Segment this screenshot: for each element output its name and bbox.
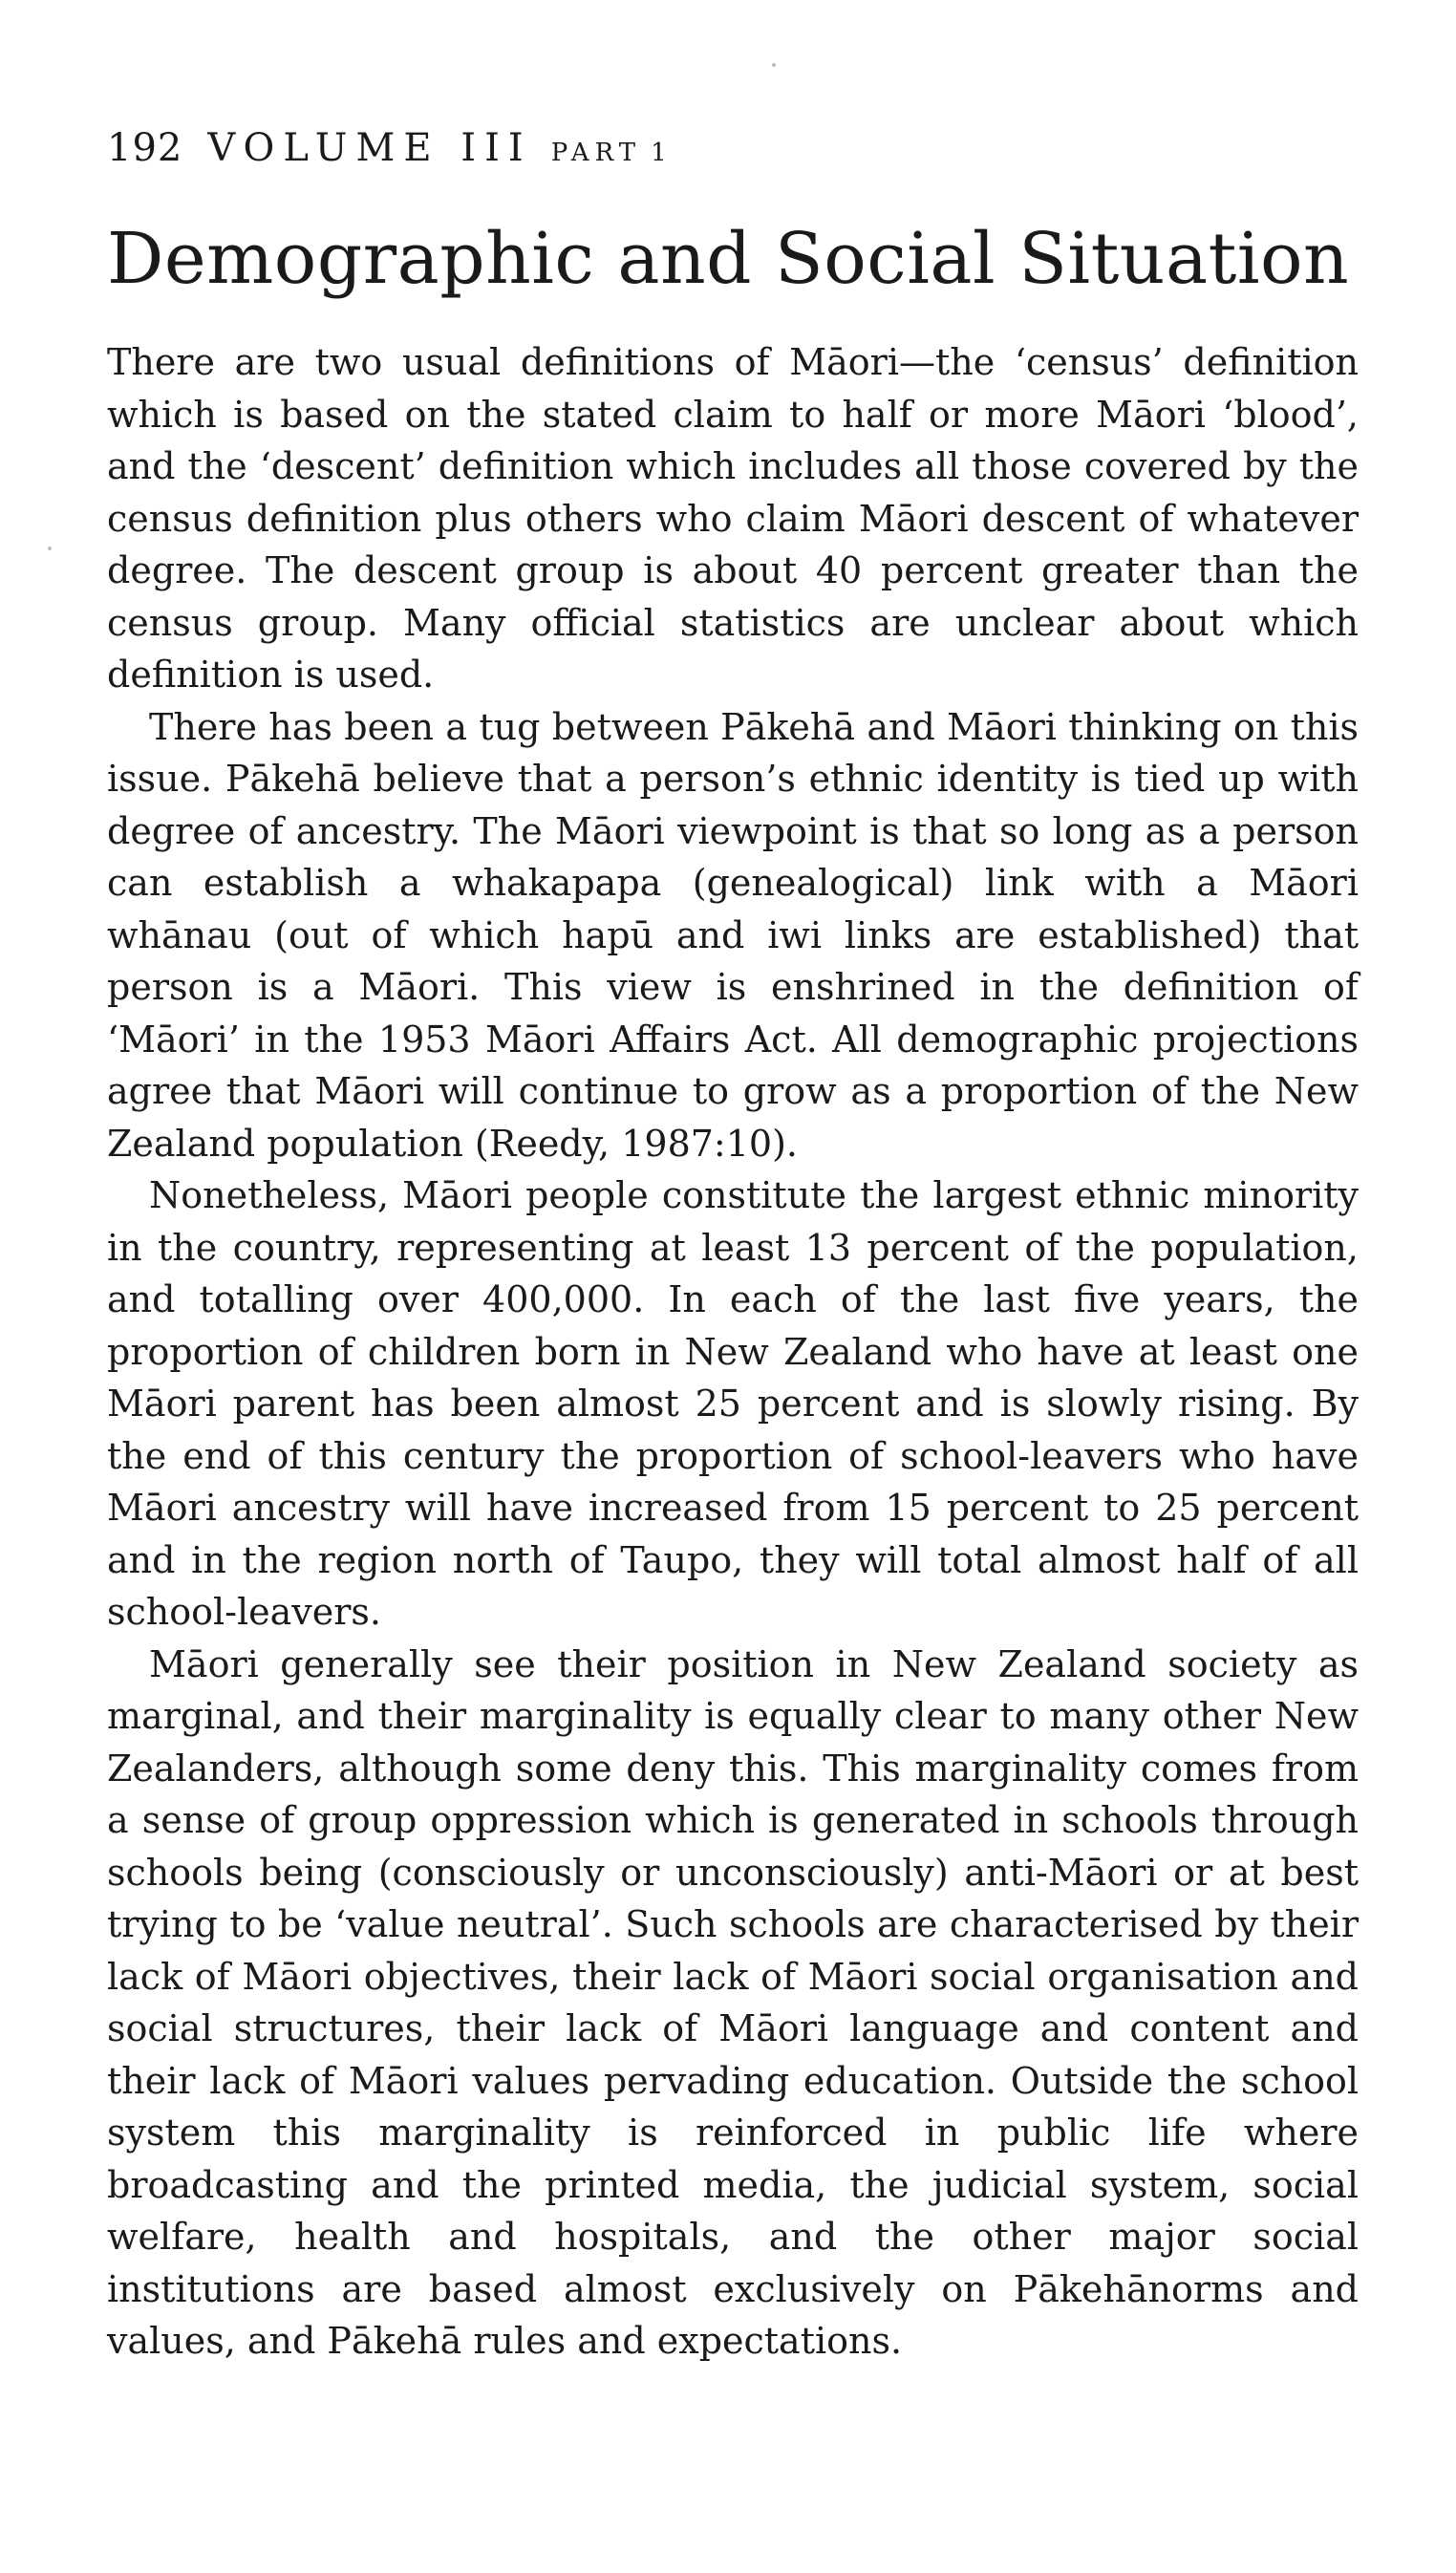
- page-number: 192: [107, 126, 183, 170]
- body-text: [107, 336, 1359, 2368]
- paragraph-population: Nonetheless, Māori people constitute the largest ethnic minority in the country, representing at least 13 percent of the population, and totalling over 400,000. In each of the last five years, the proportion of children born in New Zealand who have at least one Māori parent has been almost 25 percent and is slowly rising. By the end of this century the proportion of school-leavers who have Māori ancestry will have increased from 15 percent to 25 percent and in the region north of Taupo, they will total almost half of all school-leavers.: [107, 1174, 1359, 1633]
- running-head: [107, 126, 668, 170]
- scan-speck: [48, 547, 52, 550]
- volume-label: VOLUME III: [207, 126, 532, 170]
- paragraph-identity: There has been a tug between Pākehā and Māori thinking on this issue. Pākehā believe that a person’s ethnic identity is tied up with degree of ancestry. The Māori viewpoint is that so long as a person can establish a whakapapa (genealogical) link with a Māori whānau (out of which hapū and iwi links are established) that person is a Māori. This view is enshrined in the definition of ‘Māori’ in the 1953 Māori Affairs Act. All demographic projections agree that Māori will continue to grow as a proportion of the New Zealand population (Reedy, 1987:10).: [107, 705, 1359, 1165]
- part-number: 1: [651, 139, 668, 167]
- scan-speck: [772, 63, 776, 67]
- section-title: Demographic and Social Situation: [107, 218, 1350, 300]
- part-label: PART: [550, 139, 642, 167]
- paragraph-definitions: There are two usual definitions of Māori—the ‘census’ definition which is based on the stated claim to half or more Māori ‘blood’, and the ‘descent’ definition which includes all those covered by the census definition plus others who claim Māori descent of whatever degree. The descent group is about 40 percent greater than the census group. Many official statistics are unclear about which definition is used.: [107, 341, 1359, 696]
- paragraph-marginality: Māori generally see their position in New Zealand society as marginal, and their marginality is equally clear to many other New Zealanders, although some deny this. This marginality comes from a sense of group oppression which is generated in schools through schools being (consciously or unconsciously) anti-Māori or at best trying to be ‘value neutral’. Such schools are characterised by their lack of Māori objectives, their lack of Māori social organisation and social structures, their lack of Māori language and content and their lack of Māori values pervading education. Outside the school system this marginality is reinforced in public life where broadcasting and the printed media, the judicial system, social welfare, health and hospitals, and the other major social institutions are based almost exclusively on Pākehānorms and values, and Pākehā rules and expectations.: [107, 1642, 1359, 2362]
